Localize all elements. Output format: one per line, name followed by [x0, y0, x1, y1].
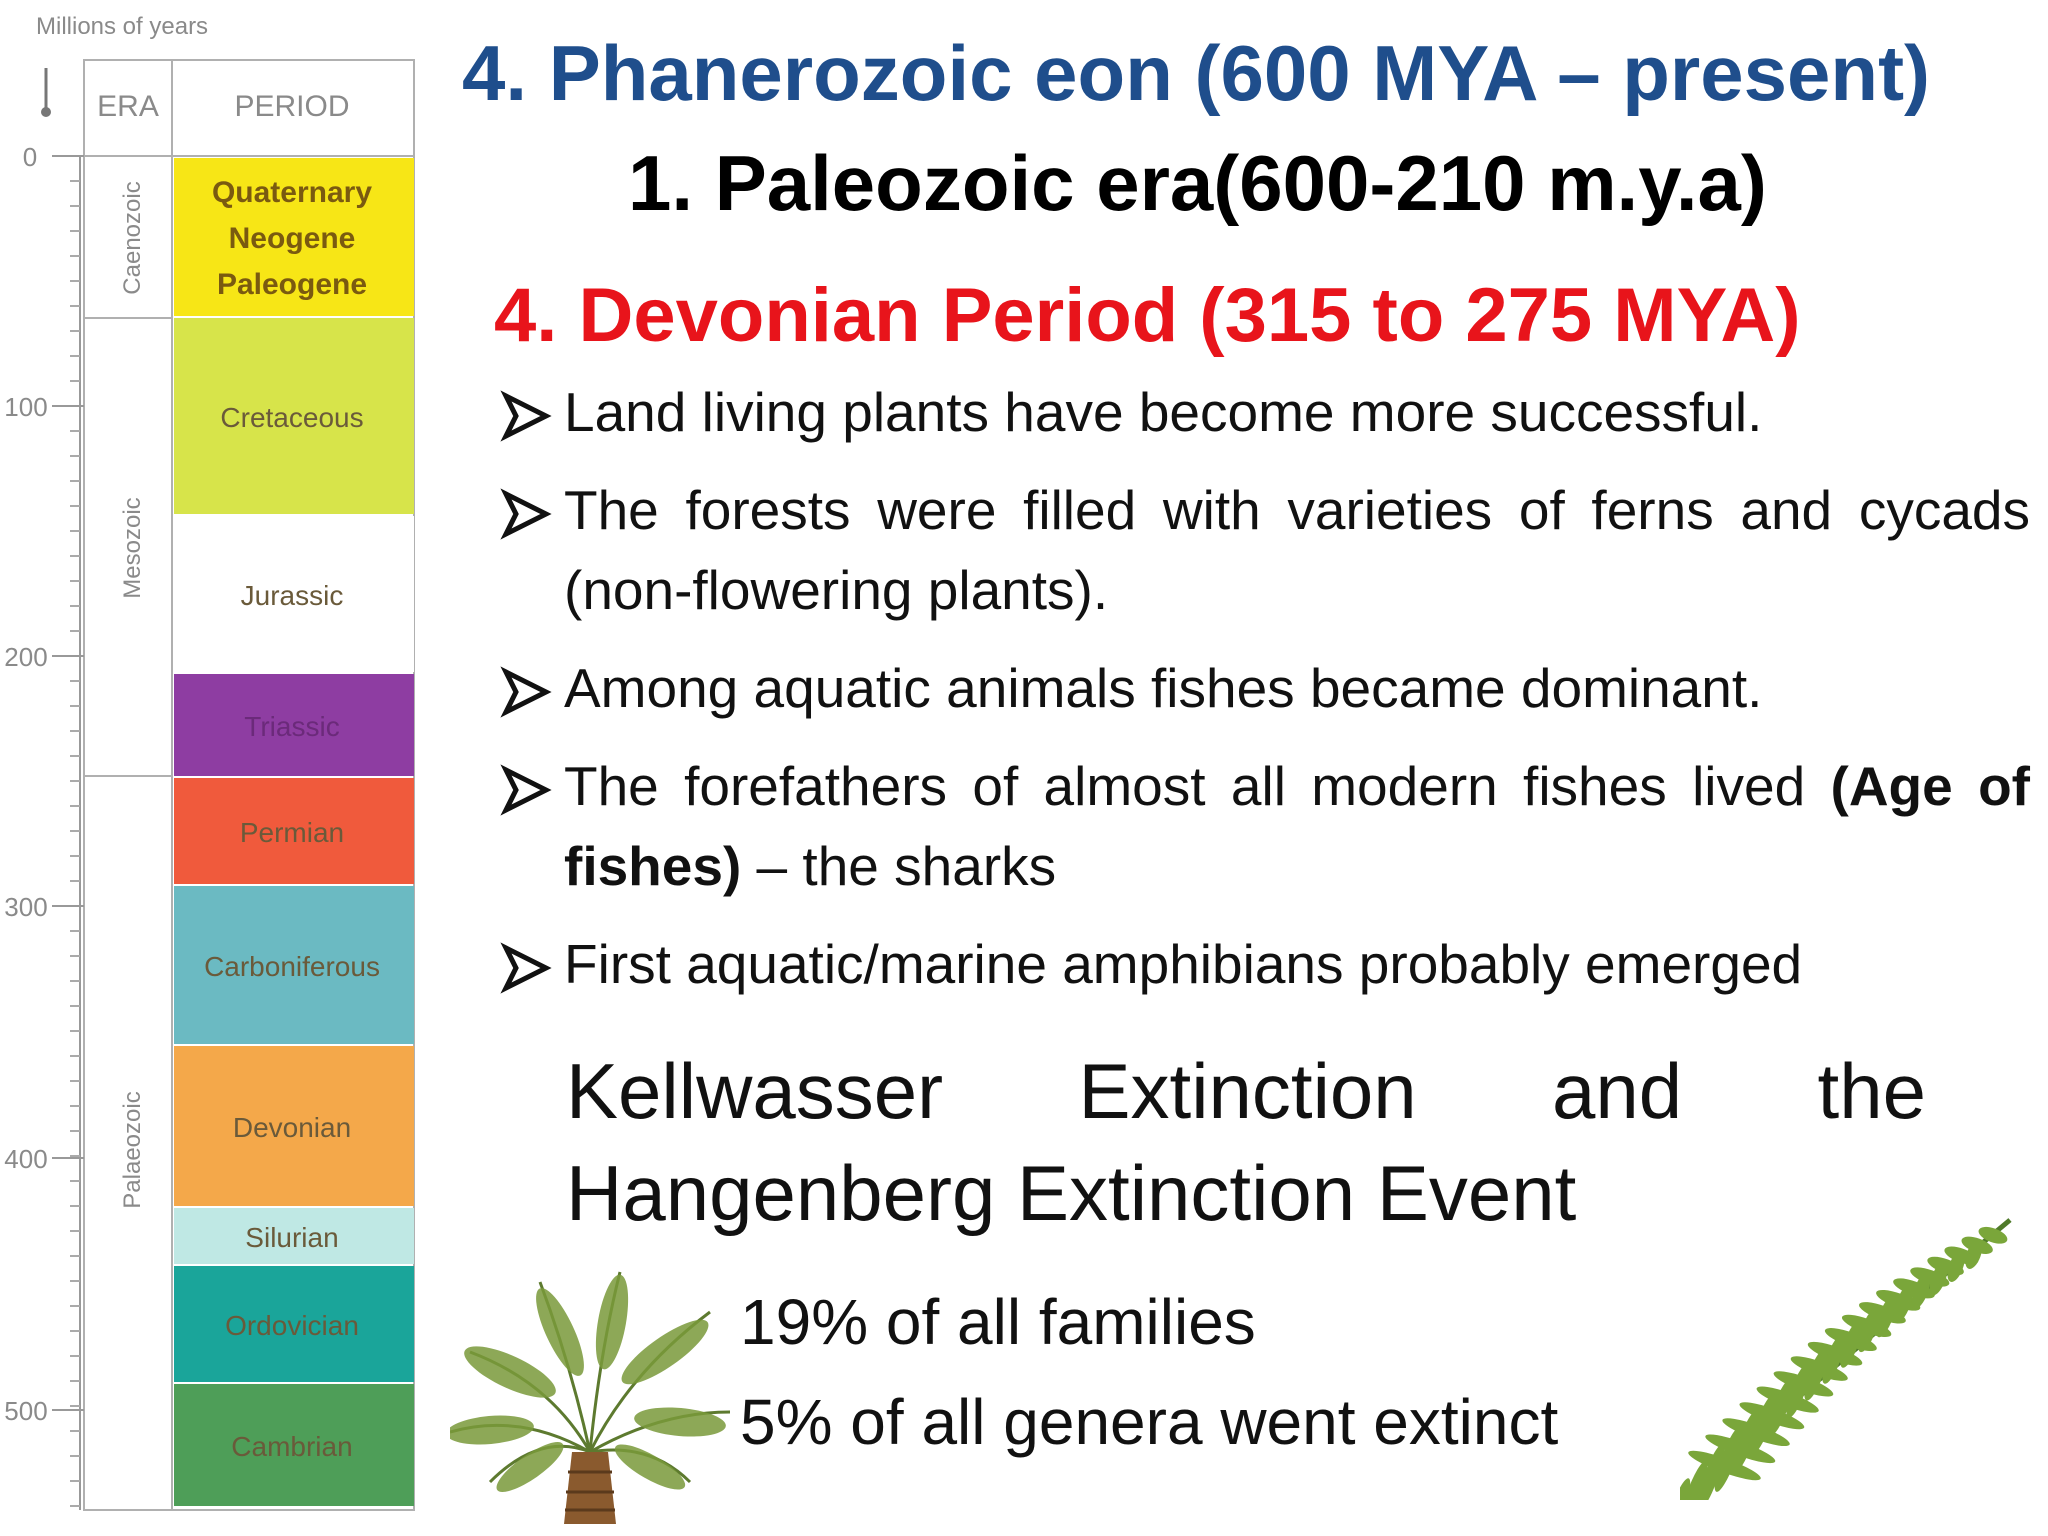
tick-200: 200 [4, 642, 48, 672]
period-heading: 4. Devonian Period (315 to 275 MYA) [494, 273, 1801, 358]
bullet-text: First aquatic/marine amphibians probably emerged [564, 933, 1803, 995]
bullet-bold-text: (Age of fishes) [564, 755, 2030, 897]
bullet-text: – the sharks [741, 835, 1057, 897]
stat-families: 19% of all families [740, 1286, 1256, 1358]
bullet-list [500, 372, 2030, 1022]
arrow-bullet-icon [500, 648, 556, 728]
period-label: Carboniferous [204, 951, 380, 982]
era-mesozoic: Mesozoic [119, 497, 146, 599]
period-label: Silurian [245, 1222, 339, 1253]
period-label: Ordovician [225, 1310, 359, 1341]
header-period: PERIOD [234, 90, 350, 123]
slide-title: 4. Phanerozoic eon (600 MYA – present) [462, 29, 1931, 117]
extinction-stats [740, 1272, 1740, 1472]
extinction-word: Extinction [1078, 1047, 1417, 1135]
bullet-item [500, 648, 2030, 728]
arrow-dot-icon [41, 107, 51, 117]
bullet-text: The forefathers of almost all modern fishes lived [564, 755, 1831, 817]
period-label: Devonian [232, 1112, 352, 1143]
geologic-time-scale [0, 0, 430, 1536]
slide-subtitle: 1. Paleozoic era(600-210 m.y.a) [628, 139, 1767, 227]
bullet-item [500, 372, 2030, 452]
period-label: Quaternary [211, 176, 373, 209]
tick-300: 300 [4, 892, 48, 922]
period-label: Jurassic [240, 580, 344, 611]
bullet-item [500, 924, 2030, 1004]
period-label: Cambrian [231, 1431, 353, 1462]
extinction-word: and [1552, 1047, 1683, 1135]
extinction-word: the [1817, 1047, 1926, 1135]
period-label: Permian [239, 817, 345, 848]
extinction-line-2: Hangenberg Extinction Event [566, 1149, 1577, 1237]
extinction-word: Kellwasser [566, 1047, 944, 1135]
tick-labels [4, 142, 84, 1426]
bullet-item [500, 746, 2030, 906]
tick-500: 500 [4, 1396, 48, 1426]
fern-frond-image [1680, 1200, 2020, 1500]
tick-400: 400 [4, 1144, 48, 1174]
arrow-bullet-icon [500, 372, 556, 452]
arrow-bullet-icon [500, 924, 556, 1004]
time-scale-graphic [0, 0, 430, 1536]
period-label: Paleogene [216, 268, 368, 301]
header-era: ERA [97, 90, 159, 123]
minor-ticks [70, 156, 80, 1506]
bullet-text: Among aquatic animals fishes became dominant. [564, 657, 1763, 719]
tick-100: 100 [4, 392, 48, 422]
period-label: Triassic [244, 711, 340, 742]
bullet-text: The forests were filled with varieties of ferns and cycads (non-flowering plants). [564, 479, 2030, 621]
cycad-plant-image [450, 1262, 730, 1532]
bullet-text: Land living plants have become more successful. [564, 381, 1763, 443]
period-label: Cretaceous [220, 402, 364, 433]
period-label: Neogene [228, 222, 356, 255]
arrow-bullet-icon [500, 470, 556, 550]
bullet-item [500, 470, 2030, 630]
arrow-bullet-icon [500, 746, 556, 826]
era-caenozoic: Caenozoic [119, 181, 146, 295]
era-palaeozoic: Palaeozoic [119, 1091, 146, 1209]
stat-genera: 5% of all genera went extinct [740, 1386, 1559, 1458]
extinction-line-1 [566, 1040, 1926, 1142]
axis-label: Millions of years [36, 13, 209, 40]
period-blocks [174, 158, 414, 1506]
tick-0: 0 [22, 142, 38, 172]
